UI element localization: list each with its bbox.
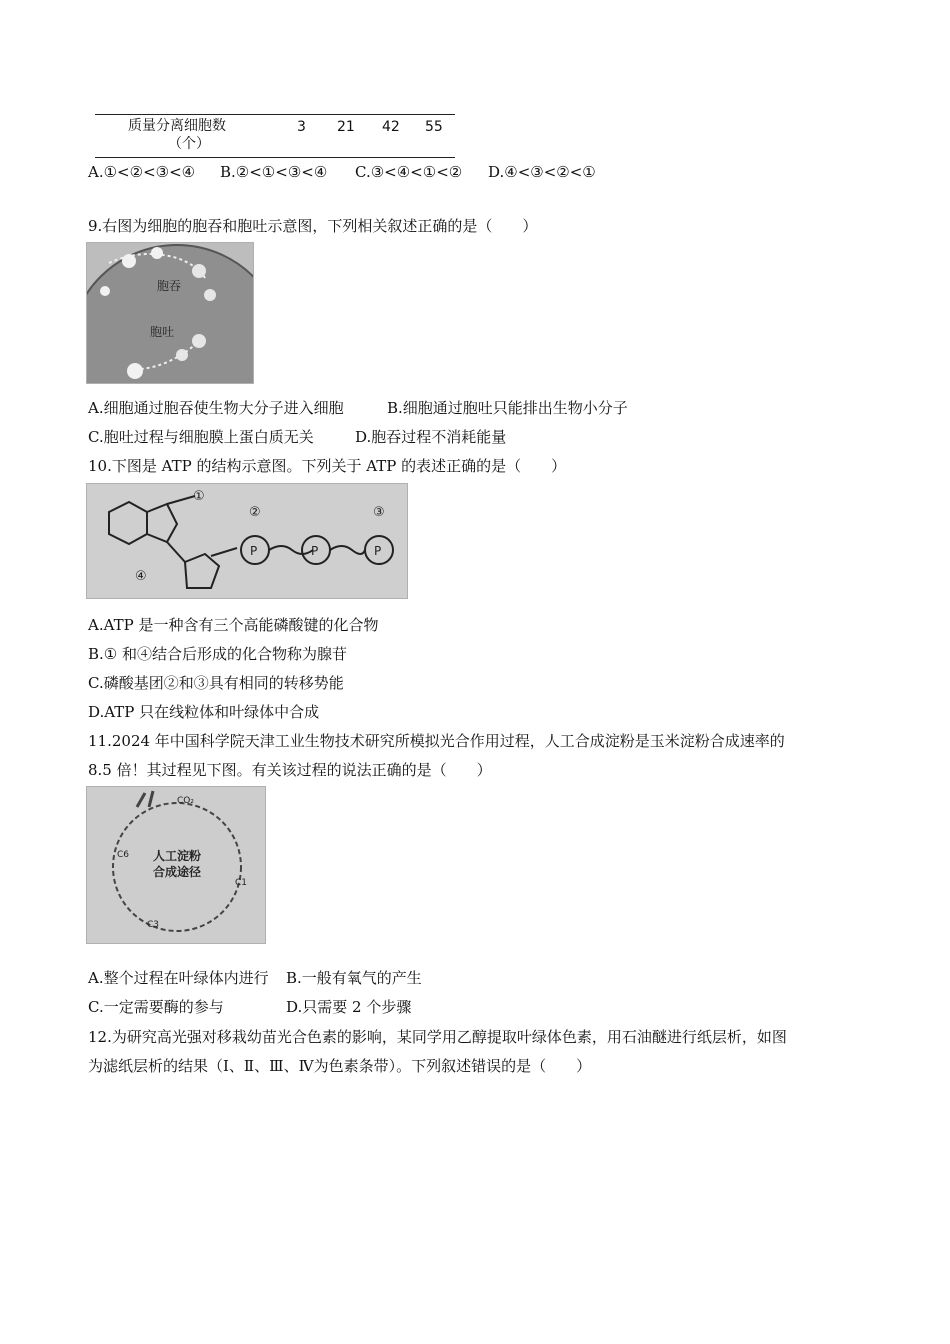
table-cell: 3: [297, 119, 306, 135]
q10-option-d: D.ATP 只在线粒体和叶绿体中合成: [88, 703, 320, 721]
q9-option-c: C.胞吐过程与细胞膜上蛋白质无关: [88, 428, 314, 446]
q11-option-c: C.一定需要酶的参与: [88, 998, 224, 1016]
atp-structure-figure: [86, 483, 408, 599]
q10-option-a: A.ATP 是一种含有三个高能磷酸键的化合物: [88, 616, 379, 634]
table-cell: 21: [337, 119, 355, 135]
exocytosis-label: 胞吐: [150, 325, 175, 339]
c1-label: C1: [235, 878, 248, 888]
q12-stem-line2: 为滤纸层析的结果（Ⅰ、Ⅱ、Ⅲ、Ⅳ为色素条带）。下列叙述错误的是（ ）: [88, 1057, 592, 1075]
q8-option-a: A.①<②<③<④: [88, 163, 196, 181]
q9-stem: 9.右图为细胞的胞吞和胞吐示意图，下列相关叙述正确的是（ ）: [88, 217, 538, 235]
q8-option-c: C.③<④<①<②: [355, 163, 463, 181]
table-bottom-rule: [95, 157, 455, 158]
endocytosis-label: 胞吞: [157, 279, 182, 293]
center-label: 合成途径: [152, 865, 202, 879]
phosphate-label: P: [311, 544, 319, 558]
q8-option-d: D.④<③<②<①: [488, 163, 596, 181]
q9-option-d: D.胞吞过程不消耗能量: [355, 428, 507, 446]
c3-label: C3: [147, 920, 160, 930]
phosphate-label: P: [250, 544, 258, 558]
co2-label: CO₂: [177, 796, 194, 806]
phosphate-label: P: [374, 544, 382, 558]
table-top-rule: [95, 114, 455, 115]
table-row-label: 质量分离细胞数: [128, 118, 226, 134]
q11-option-a: A.整个过程在叶绿体内进行: [88, 969, 269, 987]
table-cell: 42: [382, 119, 400, 135]
q9-option-b: B.细胞通过胞吐只能排出生物小分子: [387, 399, 628, 417]
marker-1: ①: [193, 489, 205, 504]
q11-option-d: D.只需要 2 个步骤: [286, 998, 412, 1016]
q10-option-c: C.磷酸基团②和③具有相同的转移势能: [88, 674, 344, 692]
marker-2: ②: [249, 505, 261, 520]
c6-label: C6: [117, 850, 130, 860]
q10-option-b: B.① 和④结合后形成的化合物称为腺苷: [88, 645, 348, 663]
q12-stem-line1: 12.为研究高光强对移栽幼苗光合色素的影响，某同学用乙醇提取叶绿体色素，用石油醚进行纸层析，如图: [88, 1028, 787, 1046]
table-cell: 55: [425, 119, 443, 135]
cell-transport-figure: [86, 242, 254, 384]
q11-stem-line2: 8.5 倍！其过程见下图。有关该过程的说法正确的是（ ）: [88, 761, 492, 779]
artificial-starch-figure: [86, 786, 266, 944]
q9-option-a: A.细胞通过胞吞使生物大分子进入细胞: [88, 399, 344, 417]
marker-4: ④: [135, 569, 147, 584]
table-row-unit: （个）: [168, 136, 210, 152]
marker-3: ③: [373, 505, 385, 520]
q10-stem: 10.下图是 ATP 的结构示意图。下列关于 ATP 的表述正确的是（ ）: [88, 457, 567, 475]
q11-option-b: B.一般有氧气的产生: [286, 969, 422, 987]
q8-option-b: B.②<①<③<④: [220, 163, 328, 181]
q11-stem-line1: 11.2024 年中国科学院天津工业生物技术研究所模拟光合作用过程，人工合成淀粉是玉米淀粉合成速率的: [88, 732, 785, 750]
center-label: 人工淀粉: [152, 849, 202, 863]
